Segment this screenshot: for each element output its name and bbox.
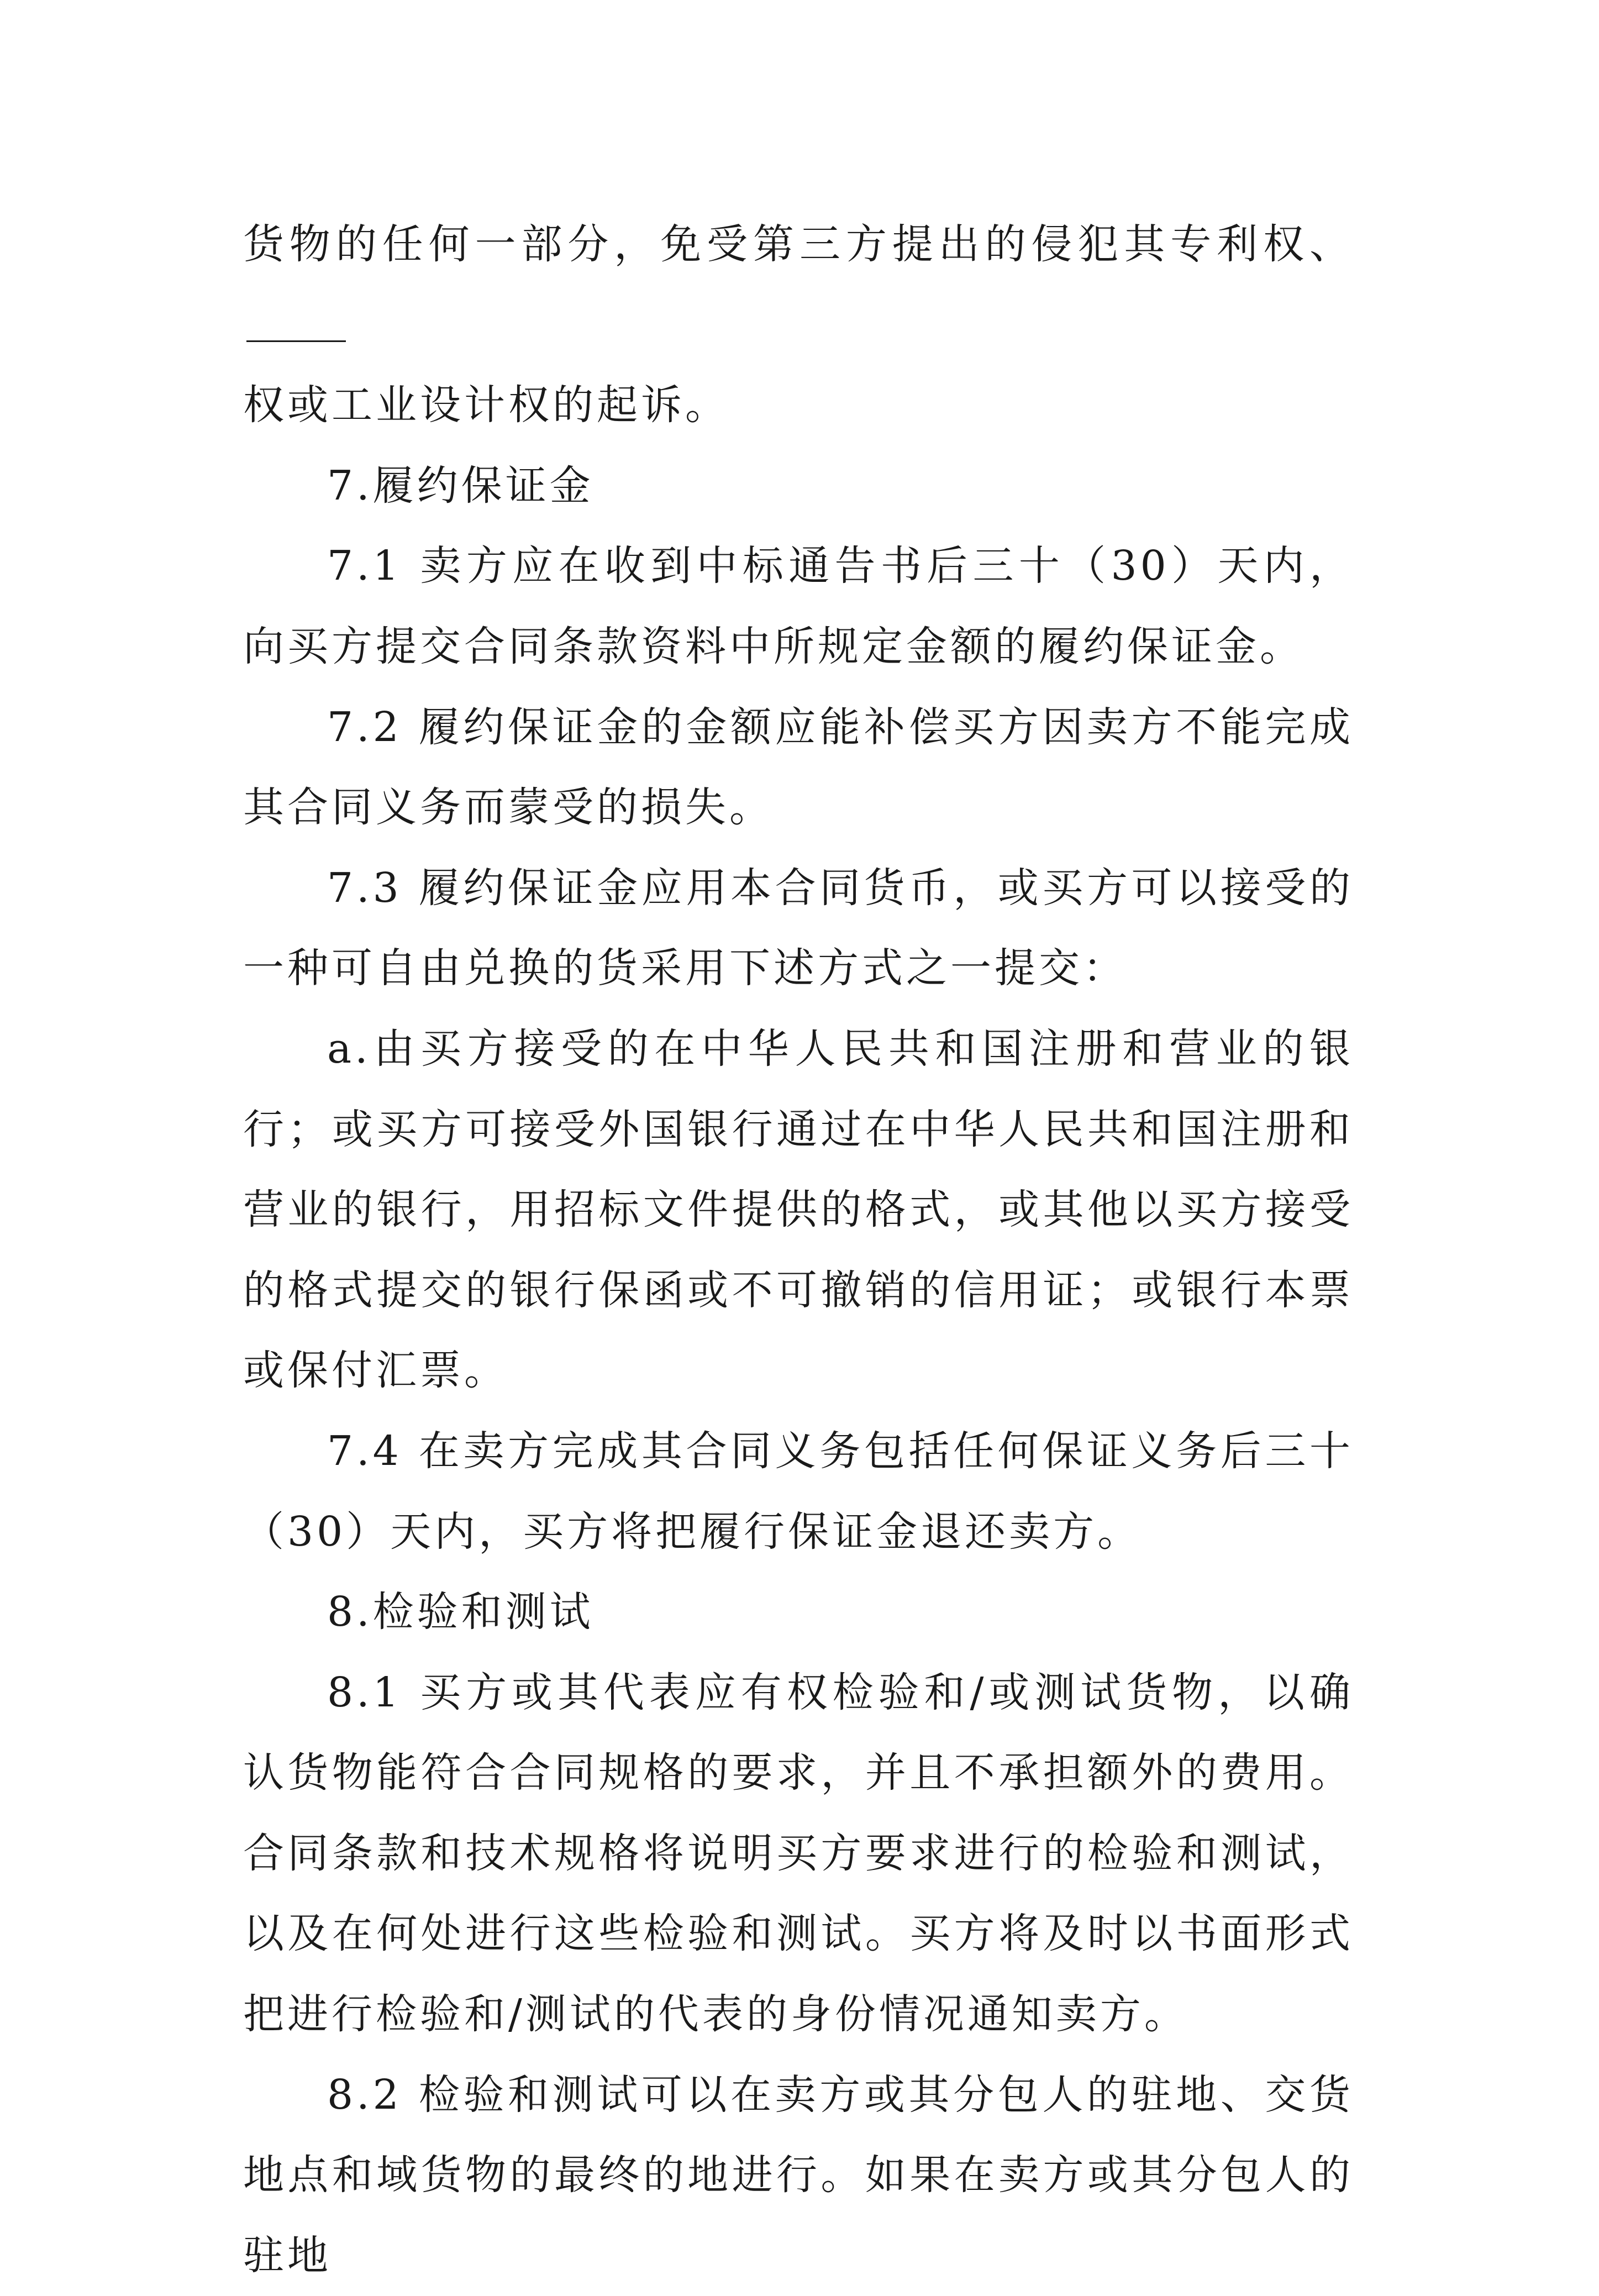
paragraph-7-2: 7.2 履约保证金的金额应能补偿买方因卖方不能完成其合同义务而蒙受的损失。 — [243, 703, 1354, 832]
paragraph-7-1: 7.1 卖方应在收到中标通告书后三十（30）天内，向买方提交合同条款资料中所规定金额的履约保证金。 — [243, 542, 1354, 670]
paragraph-8-1: 8.1 买方或其代表应有权检验和/或测试货物，以确认货物能符合合同规格的要求，并且不承担额外的费用。合同条款和技术规格将说明买方要求进行的检验和测试，以及在何处进行这些检验和测试。买方将及时以书面形式把进行检验和/测试的代表的身份情况通知卖方。 — [243, 1668, 1354, 2038]
section-heading-8: 8.检验和测试 — [327, 1588, 594, 1636]
paragraph-8-2: 8.2 检验和测试可以在卖方或其分包人的驻地、交货地点和域货物的最终的地进行。如果在卖方或其分包人的驻地 — [243, 2071, 1354, 2279]
paragraph-text-after-blank: 权或工业设计权的起诉。 — [243, 381, 729, 429]
section-heading-7: 7.履约保证金 — [327, 461, 594, 509]
paragraph-continuation — [243, 204, 1354, 446]
paragraph-text: 货物的任何一部分，免受第三方提出的侵犯其专利权、 — [243, 220, 1354, 268]
paragraph-7-4: 7.4 在卖方完成其合同义务包括任何保证义务后三十（30）天内，买方将把履行保证金退还卖方。 — [243, 1427, 1354, 1556]
paragraph-7-3: 7.3 履约保证金应用本合同货币，或买方可以接受的一种可自由兑换的货采用下述方式之一提交： — [243, 864, 1354, 992]
paragraph-7-3-a: a.由买方接受的在中华人民共和国注册和营业的银行；或买方可接受外国银行通过在中华人民共和国注册和营业的银行，用招标文件提供的格式，或其他以买方接受的格式提交的银行保函或不可撤销的信用证；或银行本票或保付汇票。 — [243, 1024, 1354, 1395]
document-body — [243, 204, 1354, 2296]
fill-in-blank — [246, 300, 346, 342]
